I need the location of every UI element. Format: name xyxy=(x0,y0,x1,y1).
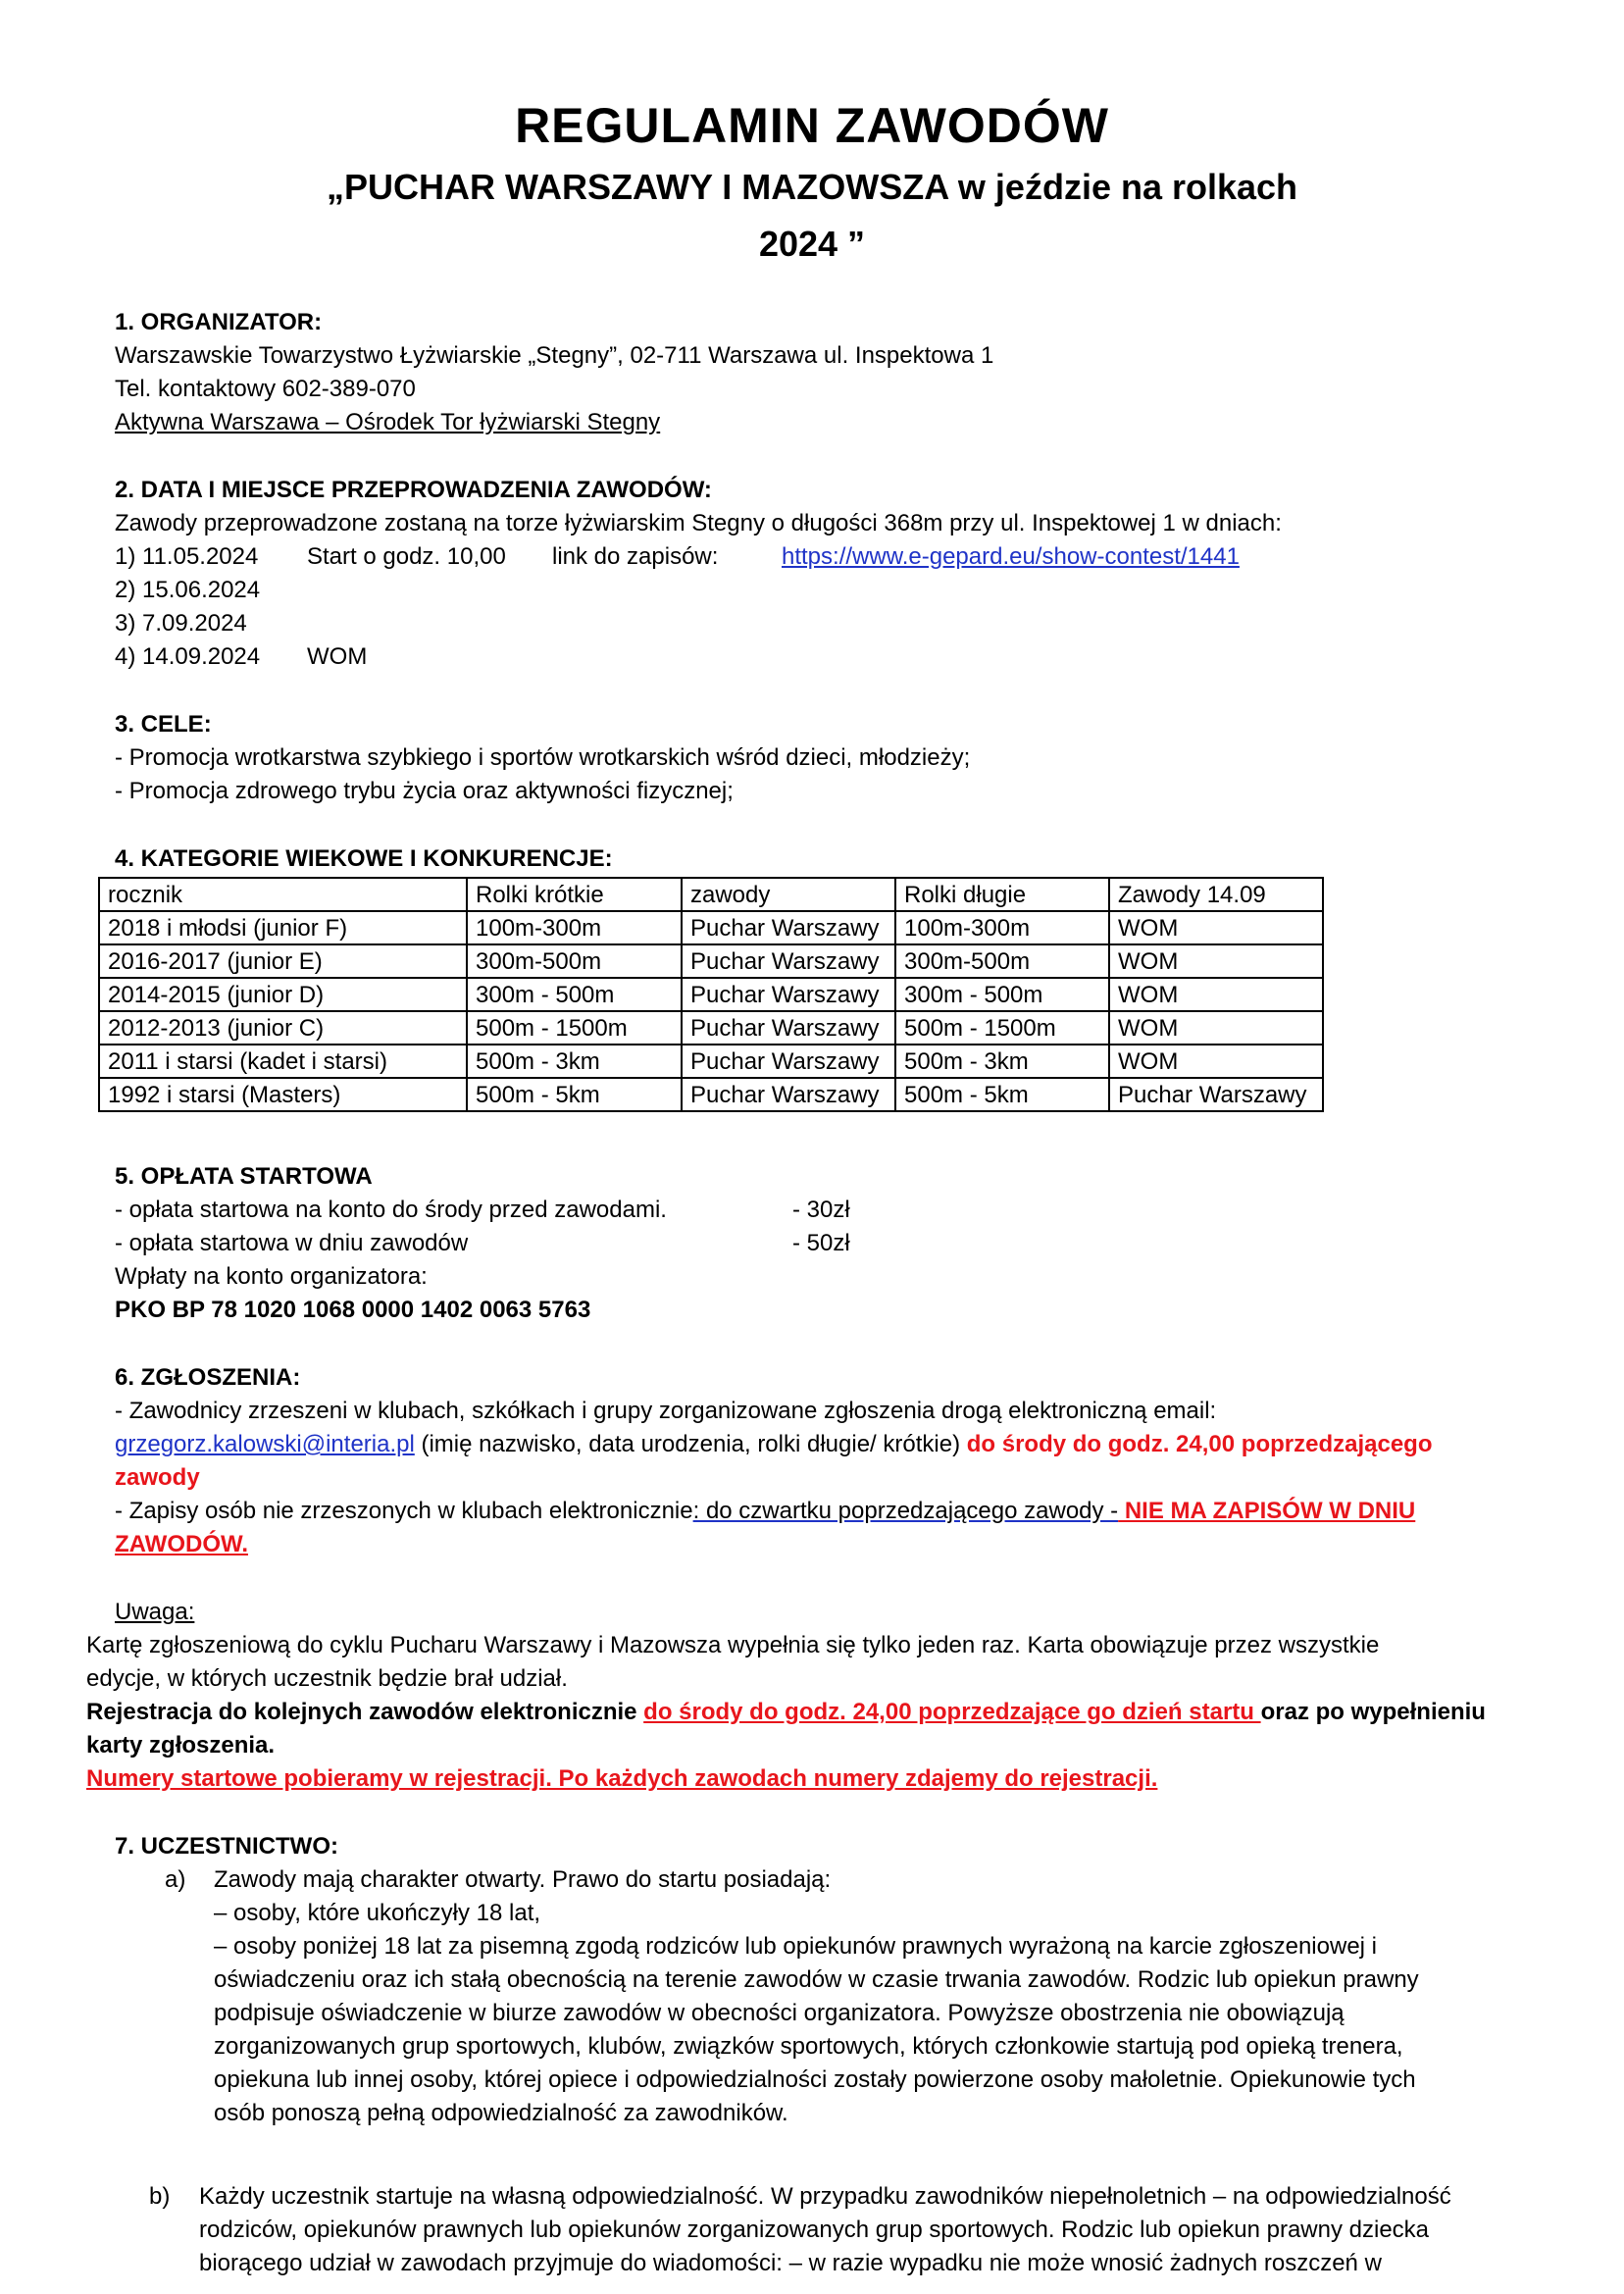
note-line-1: Kartę zgłoszeniową do cyklu Pucharu Warszawy i Mazowsza wypełnia się tylko jeden raz. Karta obowiązuje przez wszystkie xyxy=(86,1632,1380,1658)
table-cell: 300m-500m xyxy=(467,944,682,978)
table-cell: WOM xyxy=(1109,1011,1323,1045)
table-header-row xyxy=(99,878,1323,911)
date-1: 1) 11.05.2024 xyxy=(115,543,259,570)
section-3-heading: 3. CELE: xyxy=(115,711,212,738)
fee-1-value: - 30zł xyxy=(792,1197,850,1223)
table-cell: Puchar Warszawy xyxy=(682,978,895,1011)
bank-account-number: PKO BP 78 1020 1068 0000 1402 0063 5763 xyxy=(115,1297,591,1323)
section-4-heading: 4. KATEGORIE WIEKOWE I KONKURENCJE: xyxy=(115,845,613,872)
organizer-address: Warszawskie Towarzystwo Łyżwiarskie „Stegny”, 02-711 Warszawa ul. Inspektowa 1 xyxy=(115,342,994,369)
section-2-heading: 2. DATA I MIEJSCE PRZEPROWADZENIA ZAWODÓW: xyxy=(115,477,712,503)
item-a-line: podpisuje oświadczenie w biurze zawodów w obecności organizatora. Powyższe obostrzenia nie obowiązują xyxy=(214,2000,1345,2026)
table-cell: Puchar Warszawy xyxy=(682,911,895,944)
goal-2: - Promocja zdrowego trybu życia oraz aktywności fizycznej; xyxy=(115,778,734,804)
table-cell: 2012-2013 (junior C) xyxy=(99,1011,467,1045)
date-4: 4) 14.09.2024 xyxy=(115,643,261,670)
account-label: Wpłaty na konto organizatora: xyxy=(115,1263,428,1290)
no-same-day-registration-end: ZAWODÓW. xyxy=(115,1531,248,1557)
fee-2-label: - opłata startowa w dniu zawodów xyxy=(115,1230,469,1256)
table-cell: 300m - 500m xyxy=(895,978,1109,1011)
table-cell: WOM xyxy=(1109,944,1323,978)
date-1-link-label: link do zapisów: xyxy=(552,543,719,570)
table-cell: 500m - 3km xyxy=(467,1045,682,1078)
table-cell: 100m-300m xyxy=(895,911,1109,944)
goal-1: - Promocja wrotkarstwa szybkiego i sportów wrotkarskich wśród dzieci, młodzieży; xyxy=(115,744,971,771)
table-cell: 2016-2017 (junior E) xyxy=(99,944,467,978)
registration-individuals-line xyxy=(115,1495,1415,1528)
table-row xyxy=(99,978,1323,1011)
table-cell: 500m - 1500m xyxy=(895,1011,1109,1045)
column-header: Zawody 14.09 xyxy=(1109,878,1323,911)
note-line-4: karty zgłoszenia. xyxy=(86,1732,276,1759)
note-line-3-deadline: do środy do godz. 24,00 poprzedzające go dzień startu xyxy=(643,1699,1261,1725)
date-1-start-time: Start o godz. 10,00 xyxy=(307,543,506,570)
registration-deadline: do środy do godz. 24,00 poprzedzającego xyxy=(966,1431,1433,1457)
table-cell: WOM xyxy=(1109,1045,1323,1078)
section-7-heading: 7. UCZESTNICTWO: xyxy=(115,1833,338,1860)
table-cell: 500m - 5km xyxy=(895,1078,1109,1111)
table-row xyxy=(99,1078,1323,1111)
note-start-numbers: Numery startowe pobieramy w rejestracji. Po każdych zawodach numery zdajemy do rejestracji. xyxy=(86,1765,1158,1792)
note-line-3 xyxy=(86,1696,1486,1729)
registration-email-line xyxy=(115,1428,1432,1461)
registration-clubs-text: - Zawodnicy zrzeszeni w klubach, szkółkach i grupy zorganizowane zgłoszenia drogą elektroniczną email: xyxy=(115,1398,1217,1424)
registration-individuals-text: - Zapisy osób nie zrzeszonych w klubach elektronicznie xyxy=(115,1498,693,1524)
column-header: Rolki krótkie xyxy=(467,878,682,911)
table-row xyxy=(99,1045,1323,1078)
item-a-line: osób ponoszą pełną odpowiedzialność za zawodników. xyxy=(214,2100,788,2126)
table-cell: 300m - 500m xyxy=(467,978,682,1011)
note-line-3-end: oraz po wypełnieniu xyxy=(1260,1699,1486,1725)
note-heading: Uwaga: xyxy=(115,1599,195,1625)
table-cell: 500m - 1500m xyxy=(467,1011,682,1045)
item-a-line: opiekuna lub innej osoby, której opiece i odpowiedzialności zostały powierzone osoby małoletnie. Opiekunowie tych xyxy=(214,2066,1416,2093)
table-cell: 500m - 5km xyxy=(467,1078,682,1111)
item-a-line: zorganizowanych grup sportowych, klubów, związków sportowych, których członkowie startują pod opieką trenera, xyxy=(214,2033,1403,2060)
note-line-3-text: Rejestracja do kolejnych zawodów elektronicznie xyxy=(86,1699,644,1725)
table-cell: 2011 i starsi (kadet i starsi) xyxy=(99,1045,467,1078)
table-row xyxy=(99,944,1323,978)
table-cell: Puchar Warszawy xyxy=(1109,1078,1323,1111)
table-cell: Puchar Warszawy xyxy=(682,944,895,978)
table-row xyxy=(99,911,1323,944)
date-4-note: WOM xyxy=(307,643,368,670)
section-5-heading: 5. OPŁATA STARTOWA xyxy=(115,1163,373,1190)
document-title: REGULAMIN ZAWODÓW xyxy=(515,98,1109,153)
table-cell: 300m-500m xyxy=(895,944,1109,978)
table-cell: Puchar Warszawy xyxy=(682,1078,895,1111)
categories-table xyxy=(98,877,1324,1112)
column-header: rocznik xyxy=(99,878,467,911)
table-row xyxy=(99,1011,1323,1045)
item-b-marker: b) xyxy=(149,2183,171,2210)
item-a-line: – osoby, które ukończyły 18 lat, xyxy=(214,1900,541,1926)
no-same-day-registration: NIE MA ZAPISÓW W DNIU xyxy=(1118,1498,1416,1524)
registration-required-data: (imię nazwisko, data urodzenia, rolki długie/ krótkie) xyxy=(414,1431,967,1457)
item-a-line: – osoby poniżej 18 lat za pisemną zgodą rodziców lub opiekunów prawnych wyrażoną na karcie zgłoszeniowej i xyxy=(214,1933,1377,1960)
registration-link[interactable]: https://www.e-gepard.eu/show-contest/1441 xyxy=(782,543,1240,570)
table-cell: WOM xyxy=(1109,978,1323,1011)
fee-1-label: - opłata startowa na konto do środy przed zawodami. xyxy=(115,1197,667,1223)
item-a-marker: a) xyxy=(165,1866,186,1893)
table-cell: 2014-2015 (junior D) xyxy=(99,978,467,1011)
date-2: 2) 15.06.2024 xyxy=(115,577,261,603)
date-3: 3) 7.09.2024 xyxy=(115,610,247,637)
organizer-phone: Tel. kontaktowy 602-389-070 xyxy=(115,376,416,402)
section-6-heading: 6. ZGŁOSZENIA: xyxy=(115,1364,301,1391)
organizer-venue: Aktywna Warszawa – Ośrodek Tor łyżwiarski Stegny xyxy=(115,409,661,435)
item-a-line: Zawody mają charakter otwarty. Prawo do startu posiadają: xyxy=(214,1866,832,1893)
table-cell: Puchar Warszawy xyxy=(682,1011,895,1045)
table-cell: 500m - 3km xyxy=(895,1045,1109,1078)
item-a-line: oświadczeniu oraz ich stałą obecnością na terenie zawodów w czasie trwania zawodów. Rodzic lub opiekun prawny xyxy=(214,1966,1419,1993)
item-b-line: Każdy uczestnik startuje na własną odpowiedzialność. W przypadku zawodników niepełnoletnich – na odpowiedzialność xyxy=(199,2183,1451,2210)
table-cell: 100m-300m xyxy=(467,911,682,944)
contact-email-link[interactable]: grzegorz.kalowski@interia.pl xyxy=(115,1431,415,1457)
table-cell: WOM xyxy=(1109,911,1323,944)
item-b-line: rodziców, opiekunów prawnych lub opiekunów zorganizowanych grup sportowych. Rodzic lub opiekun prawny dziecka xyxy=(199,2217,1430,2243)
registration-individuals-deadline: : do czwartku poprzedzającego zawody - xyxy=(692,1498,1119,1524)
fee-2-value: - 50zł xyxy=(792,1230,850,1256)
registration-deadline-end: zawody xyxy=(115,1464,200,1491)
item-b-line: biorącego udział w zawodach przyjmuje do wiadomości: – w razie wypadku nie może wnosić żadnych roszczeń w xyxy=(199,2250,1382,2276)
column-header: zawody xyxy=(682,878,895,911)
document-subtitle-line1: „PUCHAR WARSZAWY I MAZOWSZA w jeździe na rolkach xyxy=(326,167,1298,207)
document-subtitle-line2: 2024 ” xyxy=(758,224,866,264)
table-cell: 2018 i młodsi (junior F) xyxy=(99,911,467,944)
dates-intro: Zawody przeprowadzone zostaną na torze łyżwiarskim Stegny o długości 368m przy ul. Inspektowej 1 w dniach: xyxy=(115,510,1282,536)
table-cell: Puchar Warszawy xyxy=(682,1045,895,1078)
column-header: Rolki długie xyxy=(895,878,1109,911)
note-line-2: edycje, w których uczestnik będzie brał udział. xyxy=(86,1665,568,1692)
table-cell: 1992 i starsi (Masters) xyxy=(99,1078,467,1111)
section-1-heading: 1. ORGANIZATOR: xyxy=(115,309,323,335)
